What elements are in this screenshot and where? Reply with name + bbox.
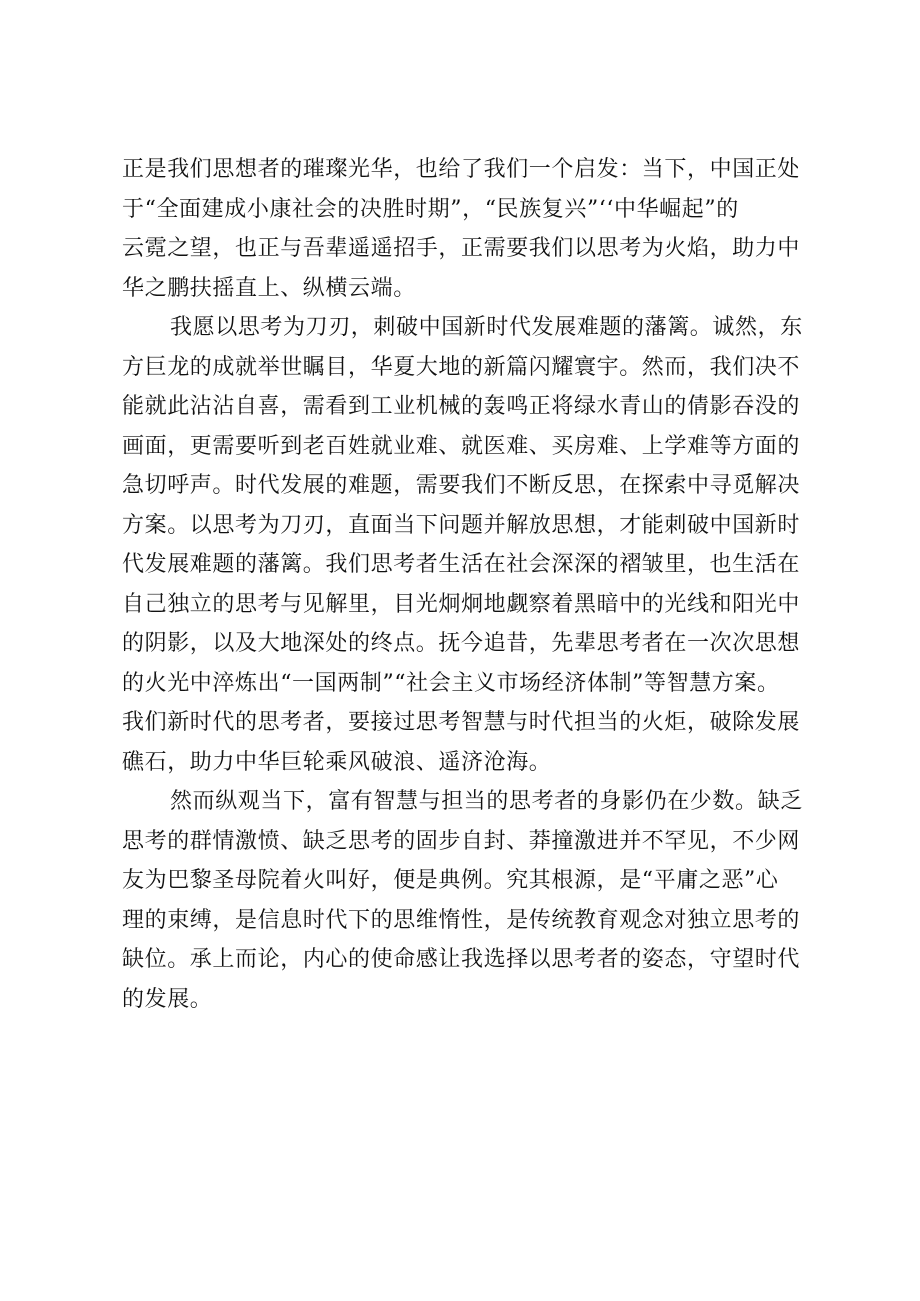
text-line: 华之鹏扶摇直上、纵横云端。 bbox=[122, 275, 416, 301]
text-line: 的火光中淬炼出“一国两制”“社会主义市场经济体制”等智慧方案。 bbox=[122, 670, 780, 696]
text-line: 的阴影，以及大地深处的终点。抚今追昔，先辈思考者在一次次思想 bbox=[122, 631, 801, 656]
text-line: 于“全面建成小康社会的决胜时期”，“民族复兴”‘‘中华崛起”的 bbox=[122, 196, 739, 222]
paragraph-2 bbox=[122, 308, 811, 782]
text-line: 云霓之望，也正与吾辈遥遥招手，正需要我们以思考为火焰，助力中 bbox=[122, 236, 801, 261]
text-line: 礁石，助力中华巨轮乘风破浪、遥济沧海。 bbox=[122, 749, 552, 775]
text-line: 缺位。承上而论，内心的使命感让我选择以思考者的姿态，守望时代 bbox=[122, 947, 801, 972]
text-line: 的发展。 bbox=[122, 986, 213, 1012]
text-line: 正是我们思想者的璀璨光华，也给了我们一个启发：当下，中国正处 bbox=[122, 157, 801, 182]
text-line: 我愿以思考为刀刃，刺破中国新时代发展难题的藩篱。诚然，东 bbox=[170, 315, 803, 340]
text-line: 然而纵观当下，富有智慧与担当的思考者的身影仍在少数。缺乏 bbox=[170, 789, 803, 814]
paragraph-1 bbox=[122, 150, 811, 308]
essay-text bbox=[122, 150, 811, 1019]
text-line: 方巨龙的成就举世瞩目，华夏大地的新篇闪耀寰宇。然而，我们决不 bbox=[122, 354, 801, 380]
text-line: 我们新时代的思考者，要接过思考智慧与时代担当的火炬，破除发展 bbox=[122, 710, 801, 735]
text-line: 自己独立的思考与见解里，目光炯炯地觑察着黑暗中的光线和阳光中 bbox=[122, 591, 801, 617]
text-line: 方案。以思考为刀刃，直面当下问题并解放思想，才能刺破中国新时 bbox=[122, 512, 801, 538]
text-line: 急切呼声。时代发展的难题，需要我们不断反思，在探索中寻觅解决 bbox=[122, 473, 801, 498]
text-line: 友为巴黎圣母院着火叫好，便是典例。究其根源，是“平庸之恶”心 bbox=[122, 868, 779, 893]
text-line: 理的束缚，是信息时代下的思维惰性，是传统教育观念对独立思考的 bbox=[122, 907, 801, 933]
text-line: 画面，更需要听到老百姓就业难、就医难、买房难、上学难等方面的 bbox=[122, 433, 801, 459]
paragraph-3 bbox=[122, 782, 811, 1019]
text-line: 思考的群情激愤、缺乏思考的固步自封、莽撞激进并不罕见，不少网 bbox=[122, 828, 801, 854]
text-line: 能就此沾沾自喜，需看到工业机械的轰鸣正将绿水青山的倩影吞没的 bbox=[122, 394, 801, 419]
text-line: 代发展难题的藩篱。我们思考者生活在社会深深的褶皱里，也生活在 bbox=[122, 552, 801, 577]
